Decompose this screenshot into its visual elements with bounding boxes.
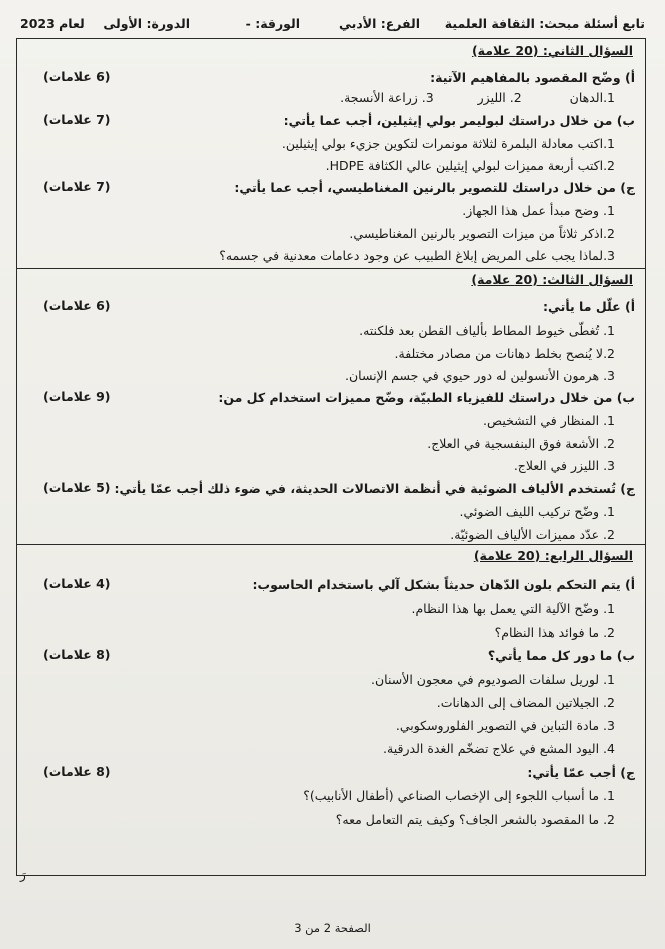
- q3-a-text: أ) علّل ما يأتي:: [542, 299, 635, 314]
- list-item: 1. وضّح تركيب الليف الضوئي.: [459, 504, 615, 519]
- q4-a-text: أ) يتم التحكم بلون الدّهان حديثاً بشكل آلي باستخدام الحاسوب:: [252, 577, 635, 592]
- question-3-title: السؤال الثالث: (20 علامة): [471, 272, 633, 287]
- list-item: 2. عدّد مميزات الألياف الضوئيّة.: [450, 527, 615, 542]
- list-item: 1.الدهان: [569, 90, 615, 105]
- q4-b-marks: (8 علامات): [43, 647, 111, 662]
- list-item: 3. هرمون الأنسولين له دور حيوي في جسم الإنسان.: [345, 368, 615, 383]
- q2-c-text: ج) من خلال دراستك للتصوير بالرنين المغناطيسي، أجب عما يأتي:: [234, 180, 635, 195]
- list-item: 1. وضح مبدأ عمل هذا الجهاز.: [462, 203, 615, 218]
- list-item: 3. زراعة الأنسجة.: [340, 90, 434, 105]
- list-item: 2. ما فوائد هذا النظام؟: [494, 625, 615, 640]
- branch-label: الفرع: الأدبي: [339, 16, 420, 31]
- q4-b-text: ب) ما دور كل مما يأتي؟: [487, 648, 635, 663]
- page-number: الصفحة 2 من 3: [294, 921, 371, 935]
- list-item: 1.اكتب معادلة البلمرة لثلاثة مونمرات لتكوين جزيء بولي إيثيلين.: [281, 136, 615, 151]
- section-divider: [17, 268, 645, 269]
- list-item: 2.اذكر ثلاثاً من ميزات التصوير بالرنين المغناطيسي.: [349, 226, 615, 241]
- list-item: 3.لماذا يجب على المريض إبلاغ الطبيب عن وجود دعامات معدنية في جسمه؟: [219, 248, 615, 263]
- list-item: 1. وضّح الآلية التي يعمل بها هذا النظام.: [411, 601, 615, 616]
- list-item: 2.اكتب أربعة مميزات لبولي إيثيلين عالي الكثافة HDPE.: [325, 158, 615, 173]
- q2-b-marks: (7 علامات): [43, 112, 111, 127]
- list-item: 1. لوريل سلفات الصوديوم في معجون الأسنان.: [371, 672, 615, 687]
- list-item: 2. الأشعة فوق البنفسجية في العلاج.: [427, 436, 615, 451]
- q3-b-text: ب) من خلال دراستك للفيزياء الطبيّة، وضّح مميزات استخدام كل من:: [218, 390, 635, 405]
- year-label: لعام 2023: [20, 16, 85, 31]
- q3-b-marks: (9 علامات): [43, 389, 111, 404]
- paper-label: الورقة: -: [245, 16, 300, 31]
- list-item: 2. ما المقصود بالشعر الجاف؟ وكيف يتم التعامل معه؟: [335, 812, 615, 827]
- list-item: 3. مادة التباين في التصوير الفلوروسكوبي.: [395, 718, 615, 733]
- q4-c-marks: (8 علامات): [43, 764, 111, 779]
- q4-c-text: ج) أجب عمّا يأتي:: [527, 765, 635, 780]
- q3-c-text: ج) تُستخدم الألياف الضوئية في أنظمة الاتصالات الحديثة، في ضوء ذلك أجب عمّا يأتي:: [114, 481, 635, 496]
- session-label: الدورة: الأولى: [103, 16, 190, 31]
- q4-a-marks: (4 علامات): [43, 576, 111, 591]
- exam-header: [20, 14, 645, 38]
- list-item: 2.لا يُنصح بخلط دهانات من مصادر مختلفة.: [394, 346, 615, 361]
- list-item: 3. الليزر في العلاج.: [513, 458, 615, 473]
- question-2-title: السؤال الثاني: (20 علامة): [471, 43, 633, 58]
- questions-frame: [16, 38, 646, 876]
- corner-mark: رَ: [20, 868, 26, 882]
- q2-a-items: [27, 89, 615, 107]
- q3-a-marks: (6 علامات): [43, 298, 111, 313]
- list-item: 2. الجيلاتين المضاف إلى الدهانات.: [436, 695, 615, 710]
- q3-c-marks: (5 علامات): [43, 480, 111, 495]
- list-item: 1. تُغطّى خيوط المطاط بألياف القطن بعد فلكنته.: [359, 323, 615, 338]
- list-item: 2. الليزر: [477, 90, 522, 105]
- list-item: 1. ما أسباب اللجوء إلى الإخصاب الصناعي (أطفال الأنابيب)؟: [303, 788, 615, 803]
- list-item: 1. المنظار في التشخيص.: [483, 413, 615, 428]
- q2-c-marks: (7 علامات): [43, 179, 111, 194]
- q2-a-text: أ) وضّح المقصود بالمفاهيم الآتية:: [430, 70, 635, 85]
- q2-b-text: ب) من خلال دراستك لبوليمر بولي إيثيلين، أجب عما يأتي:: [283, 113, 635, 128]
- subject-title: تابع أسئلة مبحث: الثقافة العلمية: [444, 16, 645, 31]
- q2-a-marks: (6 علامات): [43, 69, 111, 84]
- section-divider: [17, 544, 645, 545]
- question-4-title: السؤال الرابع: (20 علامة): [473, 548, 633, 563]
- list-item: 4. اليود المشع في علاج تضخّم الغدة الدرقية.: [383, 741, 615, 756]
